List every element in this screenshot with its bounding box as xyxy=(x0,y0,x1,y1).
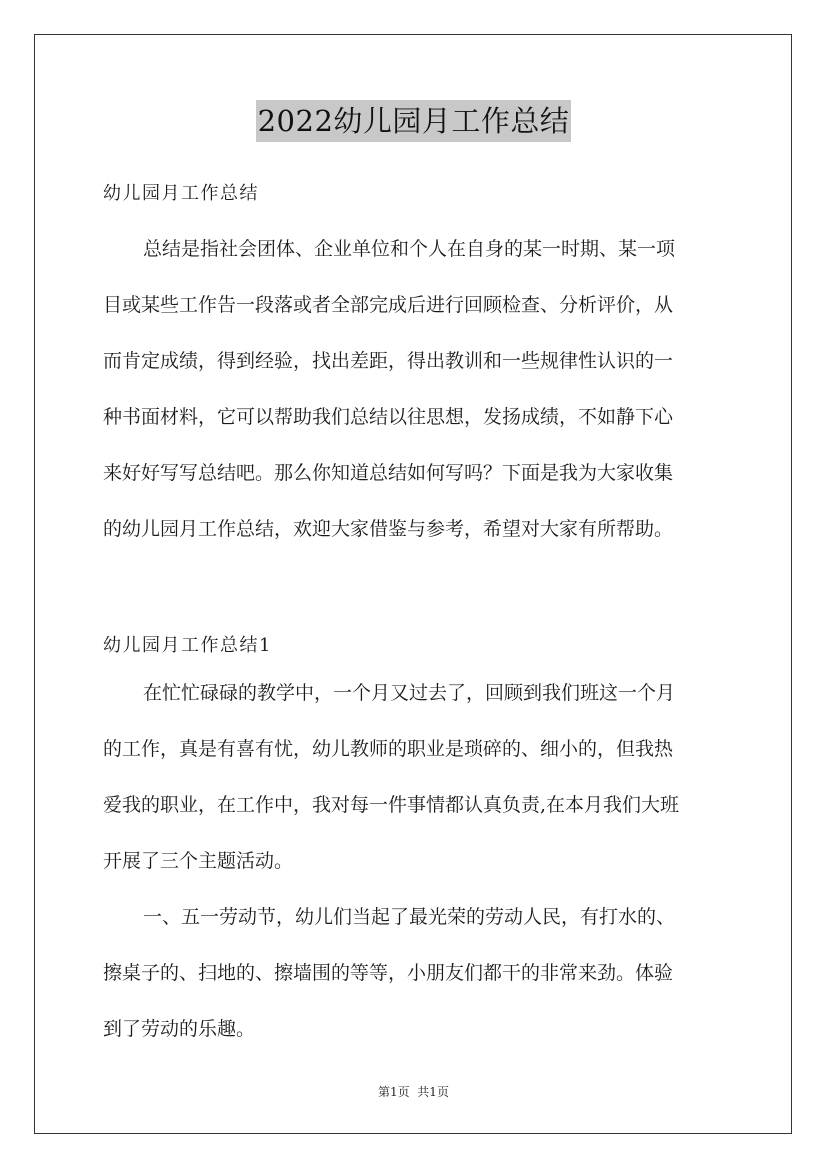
paragraph-line: 在忙忙碌碌的教学中，一个月又过去了，回顾到我们班这一个月 xyxy=(143,682,676,704)
paragraph-line: 的工作，真是有喜有忧，幼儿教师的职业是琐碎的、细小的，但我热 xyxy=(103,738,674,760)
paragraph-line: 一、五一劳动节，幼儿们当起了最光荣的劳动人民，有打水的、 xyxy=(143,906,676,928)
intro-heading: 幼儿园月工作总结 xyxy=(103,183,259,204)
section-heading: 幼儿园月工作总结1 xyxy=(103,635,272,656)
document-body xyxy=(103,170,725,1070)
paragraph-line: 开展了三个主题活动。 xyxy=(103,850,294,872)
paragraph-line: 目或某些工作告一段落或者全部完成后进行回顾检查、分析评价，从 xyxy=(103,294,674,316)
paragraph-line: 到了劳动的乐趣。 xyxy=(103,1018,256,1040)
page-number: 第1页 共1页 xyxy=(378,1085,449,1099)
paragraph-line: 种书面材料，它可以帮助我们总结以往思想，发扬成绩，不如静下心 xyxy=(103,406,674,428)
title-container xyxy=(0,100,827,142)
section1-paragraph-2 xyxy=(103,902,725,1070)
paragraph-line: 的幼儿园月工作总结，欢迎大家借鉴与参考，希望对大家有所帮助。 xyxy=(103,518,674,540)
paragraph-line: 而肯定成绩，得到经验，找出差距，得出教训和一些规律性认识的一 xyxy=(103,350,674,372)
paragraph-line: 总结是指社会团体、企业单位和个人在自身的某一时期、某一项 xyxy=(143,238,676,260)
document-title: 2022幼儿园月工作总结 xyxy=(256,100,572,142)
intro-paragraph xyxy=(103,234,725,570)
paragraph-line: 爱我的职业，在工作中，我对每一件事情都认真负责,在本月我们大班 xyxy=(103,794,680,816)
section1-paragraph-1 xyxy=(103,678,725,902)
paragraph-line: 擦桌子的、扫地的、擦墙围的等等，小朋友们都干的非常来劲。体验 xyxy=(103,962,674,984)
paragraph-line: 来好好写写总结吧。那么你知道总结如何写吗？下面是我为大家收集 xyxy=(103,462,674,484)
page-footer xyxy=(0,1082,827,1102)
